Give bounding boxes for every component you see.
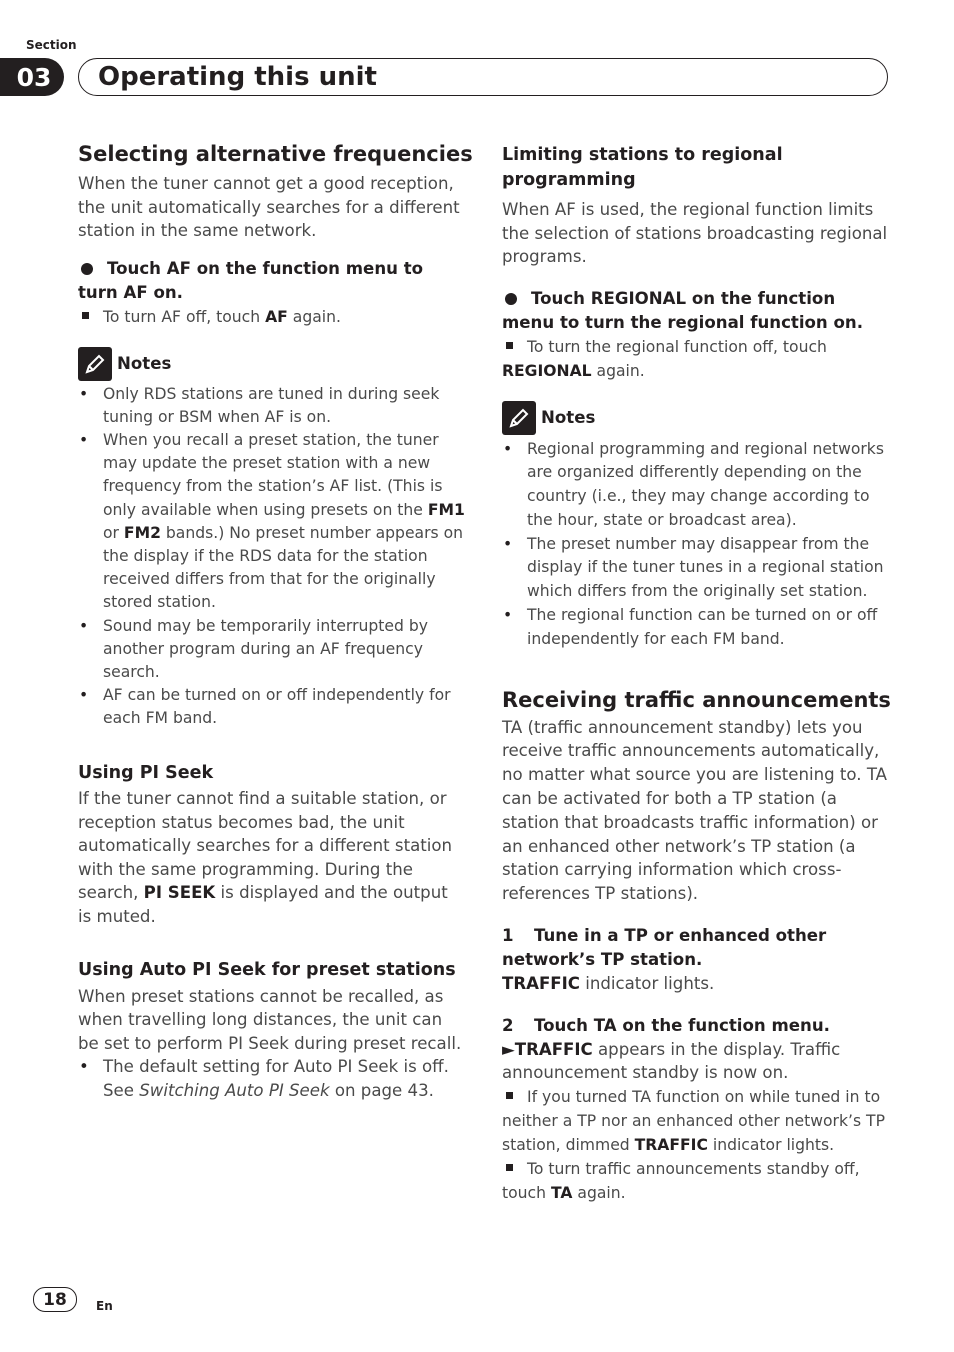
right-column (502, 143, 890, 1205)
step-text: Tune in a TP or enhanced other network’s TP station. (502, 926, 827, 970)
traffic-indicator: TRAFFIC (634, 1135, 708, 1154)
auto-pi-seek-body: When preset stations cannot be recalled, as when travelling long distances, the unit can be set to perform PI Seek during preset recall. (78, 986, 462, 1053)
section-label: Section (26, 38, 77, 52)
pi-seek-keyword: PI SEEK (143, 883, 216, 903)
step-bullet-icon (505, 293, 517, 305)
section-number-badge: 03 (0, 58, 64, 96)
step-number: 1 (502, 926, 514, 946)
traffic-body: TA (traffic announcement standby) lets you receive traffic announcements automatically, no matter what source you are listening to. TA can be activated for both a TP station (a station that broadcasts traffic information) or an enhanced other network’s TP station (a station carrying information which cross-references TP stations). (502, 717, 888, 904)
square-bullet-icon (506, 1164, 513, 1171)
fm1-keyword: FM1 (427, 500, 465, 519)
heading-auto-pi-seek: Using Auto PI Seek for preset stations (78, 960, 456, 981)
note-item: • Only RDS stations are tuned in during seek tuning or BSM when AF is on. (78, 383, 466, 429)
ta-keyword: TA (550, 1183, 573, 1202)
notes-label: Notes (117, 354, 172, 373)
heading-traffic: Receiving traffic announcements (502, 687, 891, 712)
note-item: • Regional programming and regional networks are organized differently depending on the country (i.e., they may change according to the hour, state or broadcast area). (502, 438, 890, 533)
regional-substep-end: again. (591, 361, 645, 380)
fm2-keyword: FM2 (123, 523, 161, 542)
pi-seek-text: If the tuner cannot find a suitable station, or reception status becomes bad, the unit automatically searches for a different station with the same programming. During the search, (78, 789, 453, 903)
note-text: When you recall a preset station, the tuner may update the preset station with a new frequency from the station’s AF list. (This is only available when using presets on the (103, 430, 443, 519)
regional-notes-list (502, 438, 890, 652)
note-item (78, 429, 466, 615)
step-number: 2 (502, 1015, 514, 1035)
heading-pi-seek: Using PI Seek (78, 762, 214, 783)
note-text: or (103, 523, 124, 542)
traffic-substep (502, 1085, 890, 1157)
regional-substep (502, 335, 890, 383)
traffic-step-2 (502, 1014, 890, 1038)
af-step (78, 257, 466, 305)
note-item: • AF can be turned on or off independently for each FM band. (78, 684, 466, 730)
notes-header (78, 347, 466, 381)
pi-seek-text-end: is displayed and the output is muted. (78, 883, 448, 926)
regional-step-text: Touch REGIONAL on the function menu to turn the regional function on. (502, 288, 864, 332)
regional-body: When AF is used, the regional function limits the selection of stations broadcasting regional programs. (502, 200, 888, 266)
note-item: • The regional function can be turned on or off independently for each FM band. (502, 604, 890, 652)
traffic-step-2-result (502, 1038, 890, 1085)
square-bullet-icon (82, 312, 89, 319)
note-item: • Sound may be temporarily interrupted by another program during an AF frequency search. (78, 615, 466, 685)
af-intro: When the tuner cannot get a good reception, the unit automatically searches for a different station in the same network. (78, 174, 460, 240)
substep-text-end: again. (572, 1183, 626, 1202)
result-text: indicator lights. (579, 974, 715, 994)
pi-seek-body (78, 787, 466, 928)
note-item: • The preset number may disappear from the display if the tuner tunes in a regional station which differs from the originally set station. (502, 533, 890, 604)
page-number: 18 (33, 1287, 77, 1312)
heading-regional: Limiting stations to regional programming (502, 145, 783, 190)
auto-pi-seek-list (78, 1055, 466, 1102)
regional-step (502, 287, 890, 335)
step-text: Touch TA on the function menu. (534, 1015, 830, 1035)
traffic-step-1 (502, 924, 890, 972)
page-title: Operating this unit (98, 62, 377, 92)
step-bullet-icon (81, 263, 93, 275)
pencil-icon (502, 401, 536, 435)
traffic-step-1-result (502, 972, 890, 996)
result-text: appears in the display. Traffic announcement standby is now on. (502, 1039, 841, 1083)
note-text: on page 43. (329, 1080, 434, 1100)
af-substep-end: again. (287, 307, 341, 326)
substep-text: To turn traffic announcements standby off, touch (502, 1159, 860, 1202)
af-step-text: Touch AF on the function menu to turn AF on. (78, 258, 424, 302)
traffic-indicator: TRAFFIC (502, 974, 580, 994)
square-bullet-icon (506, 342, 513, 349)
regional-keyword: REGIONAL (502, 361, 592, 380)
note-text: The default setting for Auto PI Seek is off. See (103, 1057, 449, 1100)
pencil-icon (78, 347, 112, 381)
note-text: bands.) No preset number appears on the display if the RDS data for the station received differs from that for the originally stored station. (103, 523, 464, 612)
left-column (78, 140, 473, 1102)
square-bullet-icon (506, 1092, 513, 1099)
heading-alternative-frequencies: Selecting alternative frequencies (78, 142, 473, 166)
traffic-indicator: ►TRAFFIC (502, 1039, 593, 1059)
af-substep (78, 305, 466, 329)
regional-substep-text: To turn the regional function off, touch (527, 337, 827, 356)
auto-pi-seek-note (78, 1055, 466, 1102)
af-keyword: AF (265, 307, 288, 326)
substep-text: If you turned TA function on while tuned in to neither a TP nor an enhanced other network’s TP station, dimmed (502, 1087, 885, 1154)
language-label: En (96, 1299, 113, 1313)
af-substep-text: To turn AF off, touch (103, 307, 266, 326)
notes-header (502, 401, 890, 435)
substep-text-end: indicator lights. (707, 1135, 835, 1154)
traffic-substep (502, 1157, 890, 1205)
af-notes-list (78, 383, 466, 731)
cross-reference-link[interactable]: Switching Auto PI Seek (139, 1080, 330, 1100)
notes-label: Notes (541, 408, 596, 427)
